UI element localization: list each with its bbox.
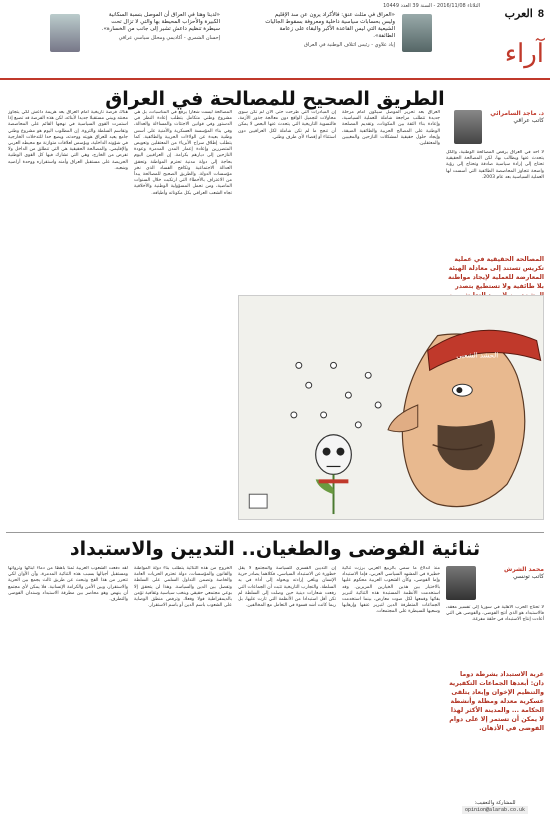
quote-right-text: «العراق في مثلث عنق: فالأكراد يرون عن سد الإقليم وليس بحسابات سياسية داخلية ومعروفة بسقوط الجاليات الشيعية التي ليس القاعدة الأكبر والبقاء على زعامة الطائفة». [265, 12, 395, 39]
cartoon-headband-text: الحشد الشعبي [456, 351, 499, 360]
page-number: 8 [537, 8, 544, 20]
dateline: الثلاثاء 2016/11/08 - السنة 39 العدد 10449 [383, 3, 480, 9]
article1-column-1: لا أحد في العراق يرفض المصالحة الوطنية، والكل يتحدث عنها ويطالب بها، لكن المصالحة الحقيقية تحتاج إلى إرادة سياسية صادقة وتحتاج إلى رؤية واضحة تتجاوز المحاصصة الطائفية التي أسست لها العملية السياسية بعد عام 2003. [446, 150, 544, 180]
article1-column-2: العراق بعد تحرير الموصل سيكون أمام مرحلة جديدة تتطلب مراجعة شاملة للعملية السياسية، وإعادة بناء الثقة بين المكونات، وتقديم المصلحة الوطنية على المصالح الحزبية والطائفية الضيقة، وإيجاد حلول حقيقية لمشكلات النازحين والمغيبين والمعتقلين. [342, 110, 440, 147]
article1-author-name: د. ماجد السامرائي [490, 110, 544, 117]
quote-right-source: إياد علاوي - رئيس ائتلاف الوطنية في العراق [304, 42, 395, 48]
editorial-cartoon [238, 295, 544, 520]
article2-column-2: منذ اندلاع ما سمي بالربيع العربي برزت ثنائية خطيرة في المشهد السياسي العربي، فإما الاستبداد وإما الفوضى، وكأن الشعوب العربية محكوم عليها بالاختيار بين هذين الخيارين المريرين. وقد استخدمت الأنظمة المستبدة هذه الثنائية لتبرير بقائها وقمعها لكل صوت معارض، بينما استخدمت الجماعات المتطرفة الدين لتبرير عنفها وإرهابها وسعيها للسيطرة على المجتمعات. [342, 566, 440, 615]
article2-column-3: إن التديين القسري للسياسة والمجتمع لا يقل خطورة عن الاستبداد السياسي، فكلاهما يصادر حرية الإنسان ويلغي إرادته ويحوله إلى أداة في يد السلطة. والتجارب التاريخية تثبت أن الجماعات التي رفعت شعارات دينية حين وصلت إلى السلطة لم تكن أقل استبدادا من الأنظمة التي ثارت عليها، بل ربما كانت أشد قسوة في التعامل مع المخالفين. [238, 566, 336, 609]
quote-right [265, 12, 395, 49]
footer-email-link[interactable]: opinion@alarab.co.uk [462, 806, 528, 814]
page-header [0, 0, 550, 80]
article1-author-photo [454, 110, 482, 144]
quote-left-text: «لدينا وهنا في العراق أن الموصل بنسبة السكانية الكبيرة والأحزاب المحيطة بها والتي لا تزال تحت سيطرة تنظيم داعش تشير إلى جانب من الخسارة». [101, 12, 220, 32]
article1-title: الطريق الصحيح للمصالحة في العراق [105, 88, 445, 110]
section-divider [6, 532, 544, 533]
article1-author-role: كاتب عراقي [513, 117, 544, 124]
article2-author-name: محمد الشرش [503, 566, 544, 573]
page-footer [446, 800, 544, 814]
quote-left-photo [50, 14, 80, 52]
article2-column-5: لقد دفعت الشعوب العربية ثمنا باهظا من دماء أبنائها وثرواتها ومستقبل أجيالها بسبب هذه الثنائية المدمرة، وآن الأوان لكي تتحرر من هذا الفخ وتبحث عن طريق ثالث يجمع بين الحرية والاستقرار، وبين الأمن والكرامة الإنسانية. فلا يمكن لأي مجتمع أن ينهض وهو محاصر بين مطرقة الاستبداد وسندان الفوضى والتطرف. [8, 566, 128, 603]
article1-column-4: المصالحة ليست شعارا يرفع في المناسبات، بل هي مشروع وطني متكامل يتطلب إعادة النظر في الدستور وفي قوانين الاجتثاث والمساءلة والعدالة، وفي بناء المؤسسة العسكرية والأمنية على أسس وطنية بعيدة عن الولاءات الحزبية والطائفية. كما يتطلب إطلاق سراح الأبرياء من المعتقلين وتعويض المتضررين وإعادة إعمار المدن المدمرة وعودة النازحين إلى ديارهم بكرامة. إن العراقيين اليوم بحاجة إلى دولة مدنية تحترم المواطنة وتحقق العدالة الاجتماعية وتكافح الفساد الذي نخر مؤسسات الدولة. والطريق الصحيح للمصالحة يبدأ من الاعتراف بالأخطاء التي ارتكبت خلال السنوات الماضية، ومن تحمل المسؤولية الوطنية والأخلاقية تجاه الشعب العراقي بكل مكوناته وأطيافه. [134, 110, 232, 196]
footer-label: للمشاركة والتعقيب: [474, 800, 516, 806]
cartoon-illustration [239, 296, 543, 519]
article1-column-5: هناك فرصة تاريخية أمام العراق بعد هزيمة داعش لكي يتجاوز محنته ويبني مستقبلا جديدا لأبنائه، لكن هذه الفرصة قد تضيع إذا استمرت القوى السياسية في نهجها القائم على المحاصصة وتقاسم السلطة والثروة. إن المطلوب اليوم هو مشروع وطني جامع يعيد للعراق هويته ووحدته، ويضع حدا للتدخلات الخارجية في شؤونه الداخلية، ويؤسس لعلاقات متوازنة مع محيطه العربي والإقليمي. والمصالحة الحقيقية هي التي تنطلق من الداخل ولا تفرض من الخارج، وهي التي تشارك فيها كل القوى الوطنية الحريصة على مستقبل العراق وأمنه واستقراره ووحدة أراضيه وشعبه. [8, 110, 128, 171]
article2-column-1: لا تحتاج الحرب الأهلية في سوريا إلى تفسير معقد، فالاستبداد هو الذي أنتج الفوضى، والفوضى هي التي أعادت إنتاج الاستبداد في حلقة مفرغة. [446, 605, 544, 623]
masthead [484, 2, 544, 69]
article1-byline [454, 110, 544, 144]
quote-right-photo [402, 14, 432, 52]
article2-byline [446, 566, 544, 600]
article2-author-photo [446, 566, 476, 600]
article2-author-role: كاتب تونسي [513, 573, 544, 580]
article2-title: ثنائية الفوضى والطغيان.. التديين والاستبداد [69, 538, 481, 560]
section-title: آراء [504, 39, 544, 69]
article1-pullquote: المصالحة الحقيقية في عملية تكريس تستند إلى معادلة الهيئة المعارضة للعملية لإيجاد مواطنة بلا طائفية ولا تستطيع بتصدر [448, 256, 544, 290]
article1-column-3: إن المبادرات التي طرحت حتى الآن لم تكن سوى محاولات لتجميل الواقع دون معالجة جذور الأزمة، فالتسوية التاريخية التي يتحدث عنها البعض لا يمكن أن تنجح ما لم تكن شاملة لكل العراقيين دون استثناء أو إقصاء لأي طرف وطني. [238, 110, 336, 140]
article2-column-4: الخروج من هذه الثنائية يتطلب بناء دولة المواطنة والقانون والمؤسسات، دولة تحترم الحريات العامة والخاصة وتضمن التداول السلمي على السلطة وتفصل بين الدين والسياسة. وهذا لن يتحقق إلا بوعي مجتمعي حقيقي وبنخب سياسية وثقافية تؤمن بالديمقراطية قولا وفعلا، وترفض منطق الوصاية على الشعوب باسم الدين أو باسم الاستقرار. [134, 566, 232, 609]
quote-left [100, 12, 220, 42]
article2-pullquote: عربة الاستبداد بشرطة دوما دان: أبعدها الجماعات التكفيرية والتنظيم الإخوان وإبعاد يتلقى عسكرية معدلة ومظلة وأنشطة الحكامة ... والمدينة الأكثر لهذا لا يمكن أن تستمر إلا على دوام الفوضى في الأذهان. [449, 671, 544, 732]
newspaper-logo: العرب [504, 8, 533, 20]
quote-left-source: إحسان الشمري - أكاديمي ومحلل سياسي عراقي [118, 35, 220, 41]
